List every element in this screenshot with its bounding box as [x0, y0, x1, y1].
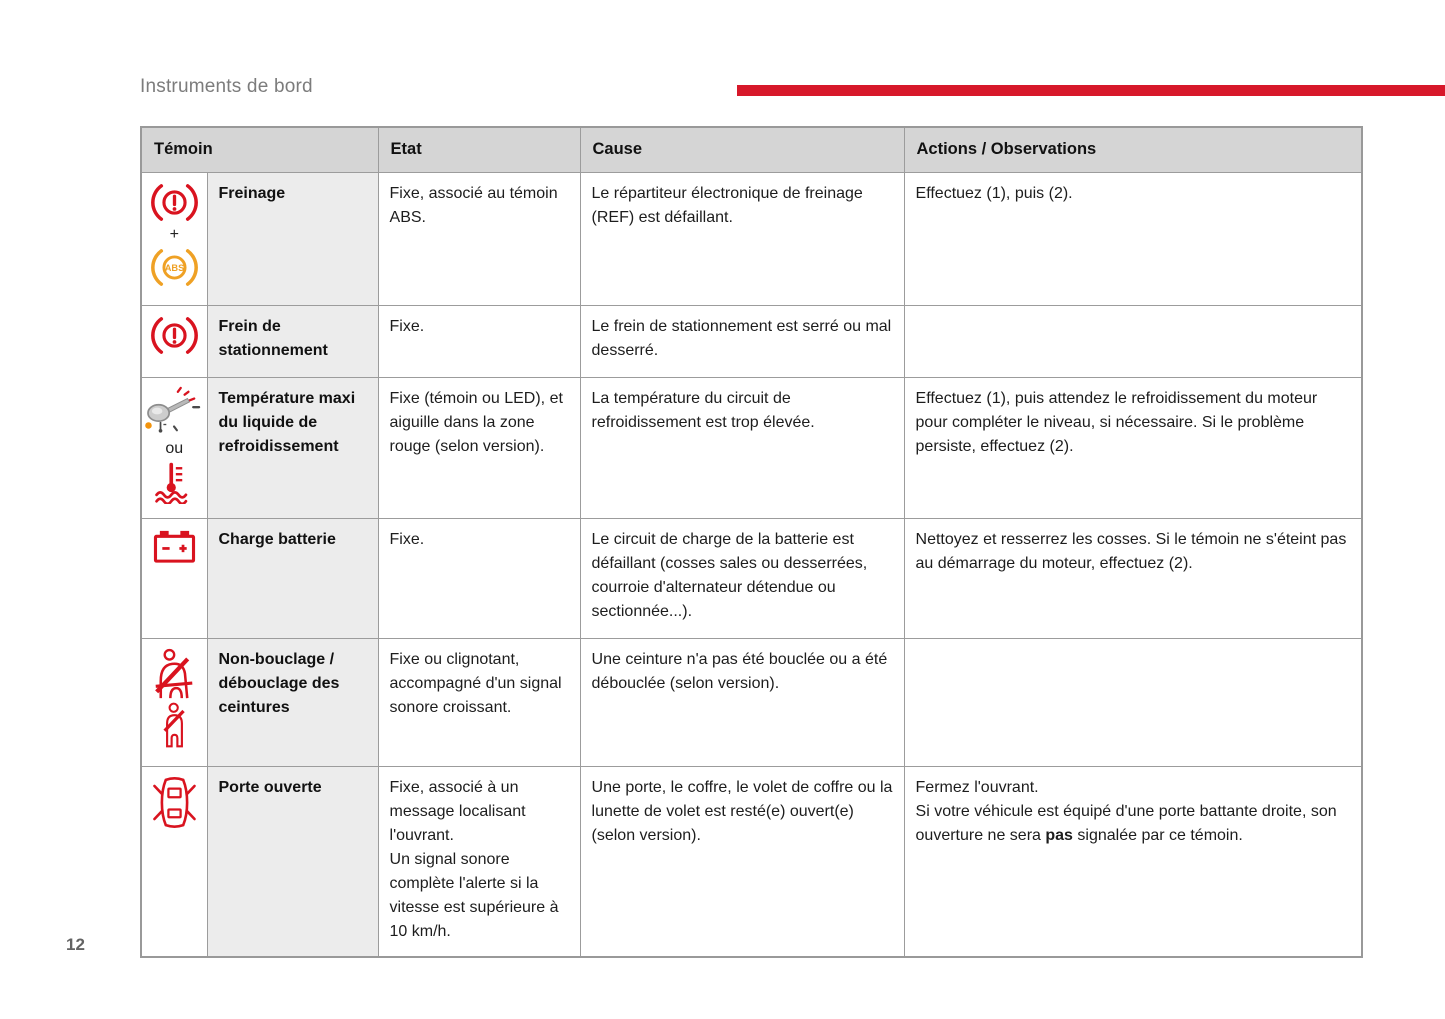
- icon-connector-text: +: [169, 225, 179, 243]
- etat-cell: [378, 172, 580, 305]
- actions-cell: [904, 766, 1362, 957]
- cell-text: Le répartiteur électronique de freinage (REF) est défaillant.: [591, 184, 863, 226]
- actions-cell: [904, 638, 1362, 766]
- witness-label-cell: Frein de stationnement: [207, 305, 378, 377]
- seatbelt-reminder-icon: [158, 702, 191, 748]
- witness-icon-cell: [141, 377, 207, 518]
- col-header-actions: Actions / Observations: [904, 127, 1362, 172]
- coolant-temperature-icon: [152, 460, 196, 504]
- cause-cell: [580, 305, 904, 377]
- col-header-etat: Etat: [378, 127, 580, 172]
- actions-cell: [904, 518, 1362, 638]
- etat-cell: [378, 518, 580, 638]
- icon-connector-text: ou: [165, 439, 184, 457]
- table-row: [141, 766, 1362, 957]
- table-row: [141, 638, 1362, 766]
- table-body: [141, 172, 1362, 957]
- cell-text: Un signal sonore complète l'alerte si la vitesse est supérieure à 10 km/h.: [389, 850, 559, 940]
- cause-cell: [580, 377, 904, 518]
- cell-text: Effectuez (1), puis attendez le refroidissement du moteur pour compléter le niveau, si nécessaire. Si le problème persiste, effectuez (2).: [915, 389, 1318, 455]
- cell-text: Fixe.: [389, 530, 425, 548]
- warning-lights-table: [140, 126, 1363, 958]
- cell-text: Fermez l'ouvrant.: [915, 778, 1039, 796]
- etat-cell: [378, 638, 580, 766]
- cell-text: Nettoyez et resserrez les cosses. Si le témoin ne s'éteint pas au démarrage du moteur, effectuez (2).: [915, 530, 1347, 572]
- table-header-row: [141, 127, 1362, 172]
- cell-text: Effectuez (1), puis (2).: [915, 184, 1073, 202]
- accent-bar: [737, 85, 1445, 96]
- witness-label-cell: Porte ouverte: [207, 766, 378, 957]
- table-row: [141, 172, 1362, 305]
- temperature-gauge-icon: [144, 386, 204, 438]
- witness-icon-cell: [141, 766, 207, 957]
- cell-text: Si votre véhicule est équipé d'une porte battante droite, son ouverture ne sera pas signalée par ce témoin.: [915, 802, 1337, 844]
- witness-label-cell: Charge batterie: [207, 518, 378, 638]
- witness-label-cell: Non-bouclage / débouclage des ceintures: [207, 638, 378, 766]
- etat-cell: [378, 766, 580, 957]
- brake-warning-icon: [151, 181, 198, 224]
- brake-warning-icon: [151, 314, 198, 357]
- cause-cell: [580, 638, 904, 766]
- page-number: 12: [66, 935, 85, 954]
- cell-text: Fixe, associé au témoin ABS.: [389, 184, 558, 226]
- section-title: Instruments de bord: [140, 76, 313, 97]
- witness-icon-cell: [141, 172, 207, 305]
- witness-icon-cell: [141, 518, 207, 638]
- witness-label-cell: Température maxi du liquide de refroidissement: [207, 377, 378, 518]
- seatbelt-unfastened-icon: [153, 647, 195, 700]
- table-row: [141, 518, 1362, 638]
- battery-charge-icon: [151, 527, 198, 566]
- cause-cell: [580, 766, 904, 957]
- cell-text: La température du circuit de refroidissement est trop élevée.: [591, 389, 815, 431]
- actions-cell: [904, 305, 1362, 377]
- etat-cell: [378, 377, 580, 518]
- door-open-icon: [151, 775, 198, 830]
- cell-text: Le frein de stationnement est serré ou mal desserré.: [591, 317, 892, 359]
- cell-text: Fixe.: [389, 317, 425, 335]
- col-header-cause: Cause: [580, 127, 904, 172]
- cell-text: Une porte, le coffre, le volet de coffre ou la lunette de volet est resté(e) ouvert(e) (selon version).: [591, 778, 893, 844]
- actions-cell: [904, 172, 1362, 305]
- table-row: [141, 377, 1362, 518]
- witness-label-cell: Freinage: [207, 172, 378, 305]
- cause-cell: [580, 172, 904, 305]
- cell-text: Fixe, associé à un message localisant l'ouvrant.: [389, 778, 526, 844]
- cell-text: Le circuit de charge de la batterie est défaillant (cosses sales ou desserrées, courroie d'alternateur détendue ou sectionnée...).: [591, 530, 868, 620]
- cell-text: Fixe (témoin ou LED), et aiguille dans la zone rouge (selon version).: [389, 389, 563, 455]
- col-header-temoin: Témoin: [141, 127, 378, 172]
- cell-text: Fixe ou clignotant, accompagné d'un signal sonore croissant.: [389, 650, 562, 716]
- abs-icon: [151, 246, 198, 289]
- witness-icon-cell: [141, 305, 207, 377]
- cell-text: Une ceinture n'a pas été bouclée ou a été débouclée (selon version).: [591, 650, 888, 692]
- witness-icon-cell: [141, 638, 207, 766]
- actions-cell: [904, 377, 1362, 518]
- table-row: [141, 305, 1362, 377]
- cause-cell: [580, 518, 904, 638]
- etat-cell: [378, 305, 580, 377]
